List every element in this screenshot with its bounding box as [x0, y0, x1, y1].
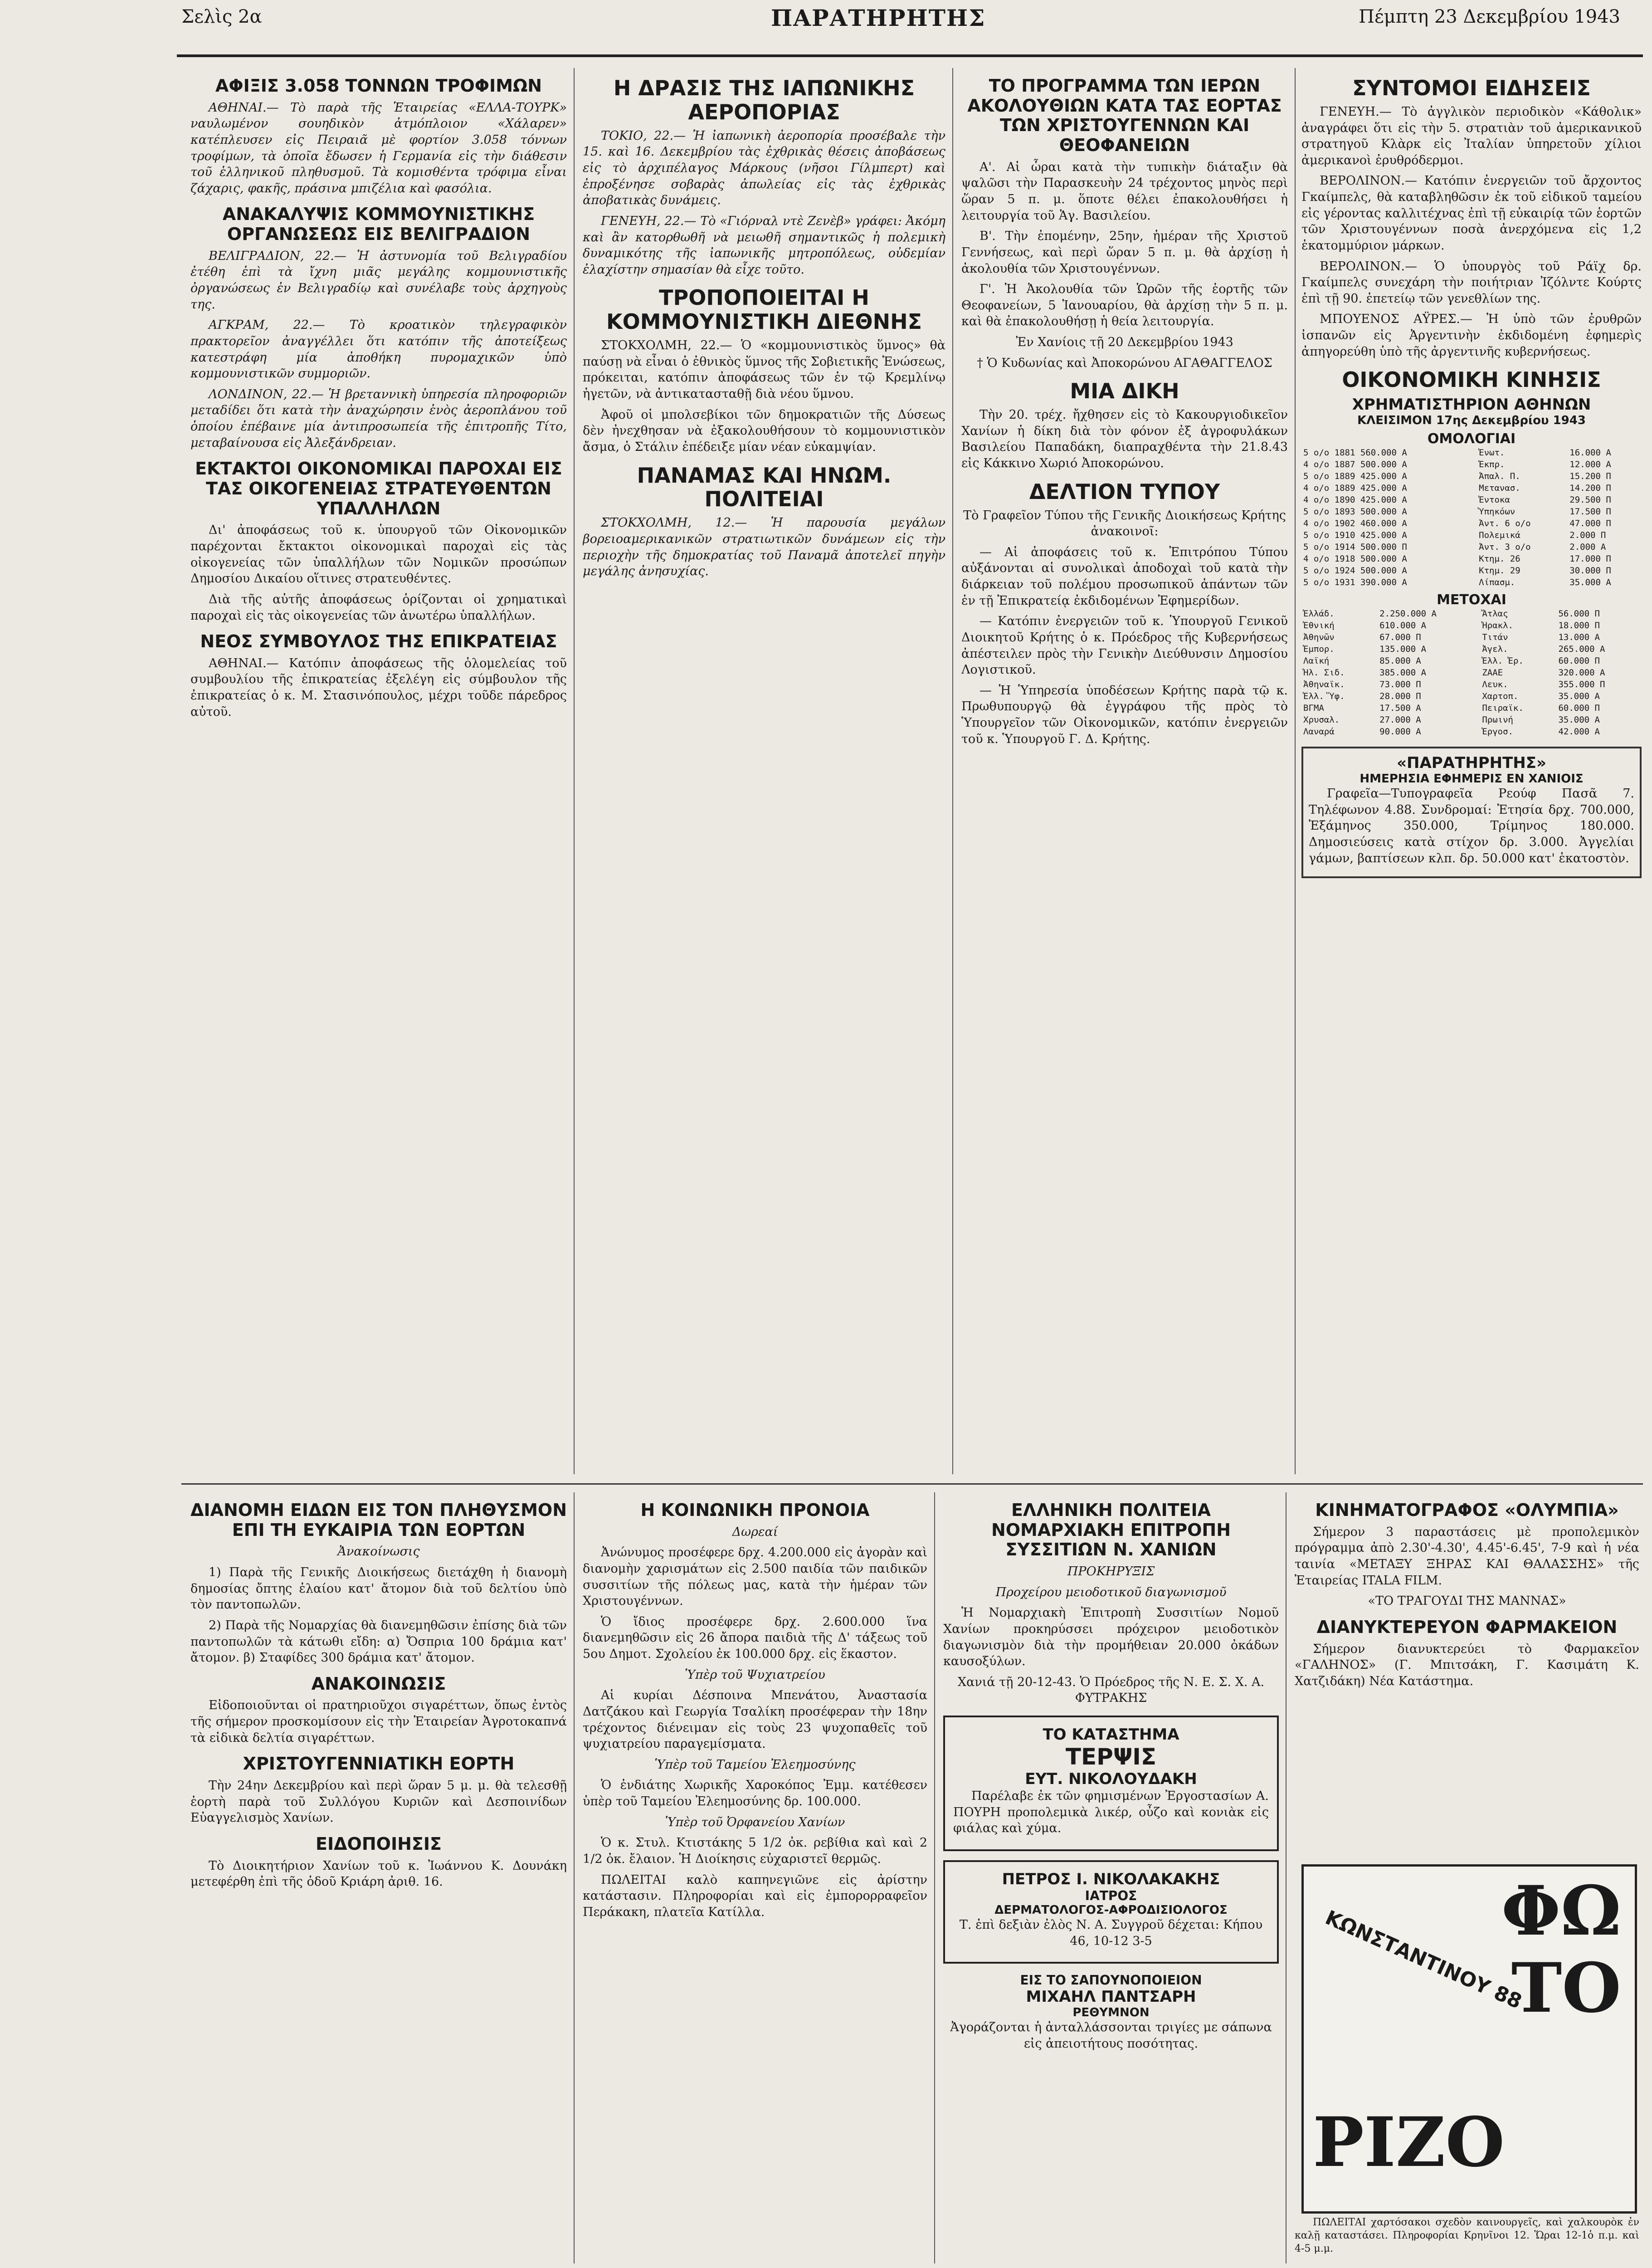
headline: ΜΙΑ ΔΙΚΗ	[1070, 379, 1179, 404]
column-1	[190, 68, 567, 1461]
article-text: ΓΕΝΕΥΗ.— Τὸ ἀγγλικὸν περιοδικὸν «Κάθολικ» ἀναγράφει ὅτι εἰς τὴν 5. στρατιὰν τοῦ ἀμερικανικοῦ στρατηγοῦ Κλὰρκ εἰς Ἰταλίαν ὑπηρετοῦν χίλιοι ἀμερικανοὶ ἐρυθρόδερμοι.	[1301, 104, 1642, 167]
column-divider	[574, 68, 575, 1474]
table-cell: ΖΑΑΕ	[1482, 668, 1503, 678]
article-text: ΒΕΛΙΓΡΑΔΙΟΝ, 22.— Ἡ ἀστυνομία τοῦ Βελιγραδίου ἐτέθη ἐπὶ τὰ ἴχνη μιᾶς μεγάλης κομμουνιστικῆς ὀργανώσεως ἐν Βελιγραδίῳ καὶ συνέλαβε τοὺς ἀρχηγοὺς της.	[190, 249, 567, 312]
bond-row	[1301, 470, 1642, 482]
bond-row	[1301, 577, 1642, 588]
article-text: Ἡ Νομαρχιακὴ Ἐπιτροπὴ Συσσιτίων Νομοῦ Χανίων προκηρύσσει πρόχειρον μειοδοτικὸν διαγωνισμὸν διὰ τὴν προμήθειαν 20.000 ὀκάδων καυσοξύλων.	[943, 1606, 1279, 1669]
table-cell: Χαρτοπ.	[1482, 691, 1519, 702]
headline: ΤΟ ΠΡΟΓΡΑΜΜΑ ΤΩΝ ΙΕΡΩΝ ΑΚΟΛΟΥΘΙΩΝ ΚΑΤΑ ΤΑΣ ΕΟΡΤΑΣ ΤΩΝ ΧΡΙΣΤΟΥΓΕΝΝΩΝ ΚΑΙ ΘΕΟΦΑΝΕΙΩΝ	[967, 76, 1282, 156]
table-cell: 12.000 Α	[1569, 459, 1611, 470]
article-text: Τὸ Διοικητήριον Χανίων τοῦ κ. Ἰωάννου Κ. Δουνάκη μετεφέρθη ἐπὶ τῆς ὁδοῦ Κριάρη ἀριθ. 16.	[190, 1858, 567, 1889]
headline: ΔΕΛΤΙΟΝ ΤΥΠΟΥ	[1029, 479, 1220, 504]
ad-doctor-address: Τ. ἐπὶ δεξιὰν ἐλὸς Ν. Α. Συγγροῦ δέχεται: Κήπου 46, 10-12 3-5	[959, 1917, 1263, 1948]
table-cell: 14.200 Π	[1569, 483, 1611, 494]
headline: ΔΙΑΝΥΚΤΕΡΕΥΟΝ ΦΑΡΜΑΚΕΙΟΝ	[1316, 1617, 1618, 1637]
ad-text: Ἀγοράζονται ἡ ἀνταλλάσσονται τριγίες με σάπωνα εἰς ἀπειοτήτους ποσότητας.	[950, 2020, 1272, 2051]
article-text: Σήμερον διανυκτερεύει τὸ Φαρμακεῖον «ΓΑΛΗΝΟΣ» (Γ. Μπιτσάκη, Γ. Κασιμάτη Κ. Χατζιδάκη) Νέα Κατάστημα.	[1295, 1642, 1639, 1688]
headline: ΑΦΙΞΙΣ 3.058 ΤΟΝΝΩΝ ΤΡΟΦΙΜΩΝ	[215, 76, 542, 96]
table-cell: 265.000 Α	[1558, 644, 1605, 655]
table-cell: Ἑλλ. Ἐρ.	[1482, 656, 1524, 666]
table-cell: Λαναρά	[1303, 727, 1335, 737]
column-divider	[574, 1492, 575, 2263]
bond-row	[1301, 447, 1642, 459]
table-cell: 29.500 Π	[1569, 495, 1611, 505]
photo-studio-advertisement	[1301, 1864, 1637, 2214]
ad-doctor-name: ΠΕΤΡΟΣ Ι. ΝΙΚΟΛΑΚΑΚΗΣ	[1002, 1870, 1220, 1888]
bottom-column-3	[943, 1492, 1279, 2263]
ad-letters: ΦΩ	[1501, 1871, 1621, 1951]
table-cell: 18.000 Π	[1558, 621, 1600, 631]
bonds-title: ΟΜΟΛΟΓΙΑΙ	[1427, 431, 1516, 447]
table-cell: Ἀγελ.	[1482, 644, 1508, 655]
stock-row	[1301, 714, 1642, 726]
table-cell: Ἐργοσ.	[1482, 727, 1513, 737]
table-cell: 67.000 Π	[1379, 632, 1421, 643]
bond-row	[1301, 541, 1642, 553]
table-cell: 60.000 Π	[1558, 703, 1600, 714]
bond-row	[1301, 553, 1642, 565]
table-cell: Λευκ.	[1482, 679, 1508, 690]
table-cell: 2.250.000 Α	[1379, 609, 1437, 619]
bottom-classified	[1295, 2216, 1639, 2268]
article-text: Β'. Τὴν ἐπομένην, 25ην, ἡμέραν τῆς Χριστοῦ Γεννήσεως, καὶ περὶ ὥραν 5 π. μ. θὰ ἀρχίσῃ ἡ ἀκολουθία τῶν Χριστουγέννων.	[961, 229, 1288, 276]
table-cell: 135.000 Α	[1379, 644, 1427, 655]
table-cell: 17.000 Π	[1569, 554, 1611, 564]
article-text: ΒΕΡΟΛΙΝΟΝ.— Κατόπιν ἐνεργειῶν τοῦ ἄρχοντος Γκαίμπελς, θὰ καταβληθῶσιν ἐκ τοῦ εἰδικοῦ ταμείου εἰς γέροντας καλλιτέχνας ἐπὶ τῇ εὐκαιρίᾳ τῶν ἑορτῶν τῶν Χριστουγέννων ποσὰ ἀνερχόμενα εἰς 1,2 ἑκατομμύριον μάρκων.	[1301, 174, 1642, 253]
bonds-table	[1301, 447, 1642, 588]
film-title: «ΤΟ ΤΡΑΓΟΥΔΙ ΤΗΣ ΜΑΝΝΑΣ»	[1368, 1594, 1566, 1608]
table-cell: Πρωινή	[1482, 715, 1513, 725]
table-cell: 13.000 Α	[1558, 632, 1600, 643]
headline: ΧΡΙΣΤΟΥΓΕΝΝΙΑΤΙΚΗ ΕΟΡΤΗ	[243, 1754, 515, 1774]
article-text: — Κατόπιν ἐνεργειῶν τοῦ κ. Ὑπουργοῦ Γενικοῦ Διοικητοῦ Κρήτης ὁ κ. Πρόεδρος τῆς Κυβερνήσεως ἀπέστειλεν πρὸς τὴν Γενικὴν Διεύθυνσιν Δημοσίου Λογιστικοῦ.	[961, 614, 1288, 677]
table-cell: Ἐθνική	[1303, 621, 1335, 631]
ad-doctor-role: ΙΑΤΡΟΣ	[1085, 1888, 1137, 1903]
table-cell: Ἑλλ. Ὕφ.	[1303, 691, 1345, 702]
table-cell: 42.000 Α	[1558, 727, 1600, 737]
stock-row	[1301, 726, 1642, 738]
doctor-advertisement	[943, 1860, 1279, 1964]
table-cell: Τιτάν	[1482, 632, 1508, 643]
stock-row	[1301, 631, 1642, 643]
article-text: Ὁ ἴδιος προσέφερε δρχ. 2.600.000 ἵνα διανεμηθῶσιν εἰς 26 ἄπορα παιδιὰ τῆς Δ' τάξεως τοῦ 5ου Δημοτ. Σχολείου ἐκ 100.000 δρχ. εἰς ἕκαστον.	[583, 1614, 927, 1662]
masthead-text: Γραφεῖα—Τυπογραφεῖα Ρεούφ Πασᾶ 7. Τηλέφωνον 4.88. Συνδρομαί: Ἐτησία δρχ. 700.000, Ἐξάμηνος 350.000, Τρίμηνος 180.000. Δημοσιεύσεις κατὰ στίχον δρ. 3.000. Ἀγγελίαι γάμων, βαπτίσεων κλπ. δρ. 50.000 κατ' ἑκατοστὸν.	[1309, 787, 1634, 865]
stock-row	[1301, 620, 1642, 631]
column-divider	[934, 1492, 935, 2263]
headline: ΠΑΝΑΜΑΣ ΚΑΙ ΗΝΩΜ. ΠΟΛΙΤΕΙΑΙ	[637, 463, 892, 512]
stock-row	[1301, 690, 1642, 702]
headline: ΑΝΑΚΑΛΥΨΙΣ ΚΟΜΜΟΥΝΙΣΤΙΚΗΣ ΟΡΓΑΝΩΣΕΩΣ ΕΙΣ ΒΕΛΙΓΡΑΔΙΟΝ	[222, 204, 535, 244]
table-cell: Ἐμπορ.	[1303, 644, 1335, 655]
column-divider	[1286, 1492, 1287, 2263]
headline: ΕΛΛΗΝΙΚΗ ΠΟΛΙΤΕΙΑ ΝΟΜΑΡΧΙΑΚΗ ΕΠΙΤΡΟΠΗ ΣΥΣΣΙΤΙΩΝ Ν. ΧΑΝΙΩΝ	[991, 1500, 1231, 1560]
subheading: Ὑπὲρ τοῦ Ταμείου Ἐλεημοσύνης	[654, 1757, 856, 1772]
bond-row	[1301, 518, 1642, 529]
table-cell: Χρυσαλ.	[1303, 715, 1340, 725]
table-cell: 30.000 Π	[1569, 566, 1611, 576]
table-cell: 60.000 Π	[1558, 656, 1600, 666]
table-cell: Ἀθηνῶν	[1303, 632, 1335, 643]
bond-row	[1301, 482, 1642, 494]
ad-text: Παρέλαβε ἐκ τῶν φημισμένων Ἐργοστασίων Α. ΠΟΥΡΗ προπολεμικὰ λικέρ, οὖζο καὶ κονιὰκ εἰς φιάλας καὶ χύμα.	[953, 1789, 1269, 1836]
table-cell: 47.000 Π	[1569, 518, 1611, 529]
table-cell: 5 ο/ο 1931 390.000 Α	[1303, 577, 1407, 588]
article-text: 1) Παρὰ τῆς Γενικῆς Διοικήσεως διετάχθη ἡ διανομὴ δημοσίας ὄπτης ἐλαίου κατ' ἄτομον διὰ τοῦ δελτίου ὑπὸ τὸν παντοπωλῶν.	[190, 1565, 567, 1612]
table-cell: 5 ο/ο 1914 500.000 Π	[1303, 542, 1407, 552]
subheading: Δωρεαί	[732, 1525, 778, 1539]
article-text: Ἐν Χανίοις τῇ 20 Δεκεμβρίου 1943	[1016, 335, 1233, 349]
table-cell: ΒΓΜΑ	[1303, 703, 1324, 714]
stock-row	[1301, 679, 1642, 690]
bond-row	[1301, 506, 1642, 518]
table-cell: Ἐκπρ.	[1479, 459, 1505, 470]
stock-row	[1301, 702, 1642, 714]
column-3	[961, 68, 1288, 1461]
article-text: Γ'. Ἡ Ἀκολουθία τῶν Ὡρῶν τῆς ἑορτῆς τῶν Θεοφανείων, 5 Ἰανουαρίου, θὰ ἀρχίσῃ τὴν 5 π. μ. καὶ θὰ ἐπακολουθήσῃ ἡ θεία λειτουργία.	[961, 282, 1288, 329]
table-cell: 90.000 Α	[1379, 727, 1421, 737]
article-text: Σήμερον 3 παραστάσεις μὲ προπολεμικὸν πρόγραμμα ἀπὸ 2.30'-4.30', 4.45'-6.45', 7-9 καὶ ἡ νέα ταινία «ΜΕΤΑΞΥ ΞΗΡΑΣ ΚΑΙ ΘΑΛΑΣΣΗΣ» τῆς Ἑταιρείας ITALA FILM.	[1295, 1525, 1639, 1588]
table-cell: Ἠλ. Σιδ.	[1303, 668, 1345, 678]
table-cell: Λίπασμ.	[1479, 577, 1516, 588]
article-text: ΑΘΗΝΑΙ.— Τὸ παρὰ τῆς Ἑταιρείας «ΕΛΛΑ-ΤΟΥΡΚ» ναυλωμένον σουηδικὸν ἀτμόπλοιον «Χάλαρεν» κατέπλευσεν εἰς Πειραιᾶ μὲ φορτίον 3.058 τόννων τροφίμων, τὰ ὁποῖα ἔδωσεν ἡ Γερμανία εἰς τὴν διάθεσιν τοῦ ἑλληνικοῦ πληθυσμοῦ. Τὰ κομισθέντα τρόφιμα εἶναι ζάχαρις, φακῆς, πράσινα μπιζέλια καὶ φασόλια.	[190, 100, 567, 196]
ad-title: ΤΟ ΚΑΤΑΣΤΗΜΑ	[1043, 1725, 1179, 1744]
subheading: Ὑπὲρ τοῦ Ὀρφανείου Χανίων	[665, 1815, 845, 1829]
table-cell: 5 ο/ο 1889 425.000 Α	[1303, 471, 1407, 482]
article-text: Ἀνώνυμος προσέφερε δρχ. 4.200.000 εἰς ἀγορὰν καὶ διανομὴν χαρισμάτων εἰς 2.500 παιδία τῶν παιδικῶν συσσιτίων τῆς πόλεως μας, κατὰ τὴν ἡμέραν τῶν Χριστουγέννων.	[583, 1545, 927, 1608]
subheading: Προχείρου μειοδοτικοῦ διαγωνισμοῦ	[995, 1585, 1227, 1599]
ad-city: ΡΕΘΥΜΝΟΝ	[1072, 2006, 1150, 2020]
article-text: ΑΘΗΝΑΙ.— Κατόπιν ἀποφάσεως τῆς ὁλομελείας τοῦ συμβουλίου τῆς ἐπικρατείας ἐξελέγη εἰς σύμβουλον τῆς ἐπικρατείας ὁ κ. Μ. Στασινόπουλος, μέχρι τοῦδε πάρεδρος αὐτοῦ.	[190, 656, 567, 719]
table-cell: Πειραϊκ.	[1482, 703, 1524, 714]
article-text: ΣΤΟΚΧΟΛΜΗ, 22.— Ὁ «κομμουνιστικὸς ὕμνος» θὰ παύσῃ νὰ εἶναι ὁ ἐθνικὸς ὕμνος τῆς Σοβιετικῆς Ἑνώσεως, πρόκειται, κατόπιν ἀποφάσεως τῶν ἐν τῷ Κρεμλίνῳ ἡγετῶν, νὰ ἀντικατασταθῇ διὰ νέου ὕμνου.	[583, 338, 945, 401]
column-4	[1301, 68, 1642, 1461]
article-text: Δι' ἀποφάσεως τοῦ κ. ὑπουργοῦ τῶν Οἰκονομικῶν παρέχονται ἔκτακτοι οἰκονομικαὶ παροχαὶ εἰς τὰς οἰκογενείας τῶν ὑπαλλήλων τῶν Νομικῶν προσώπων Δημοσίου Δικαίου οἵτινες στρατευθέντες.	[190, 523, 567, 586]
table-cell: 85.000 Α	[1379, 656, 1421, 666]
table-cell: 15.200 Π	[1569, 471, 1611, 482]
column-divider	[1295, 68, 1296, 1474]
table-cell: 320.000 Α	[1558, 668, 1605, 678]
shop-advertisement	[943, 1716, 1279, 1851]
headline: ΔΙΑΝΟΜΗ ΕΙΔΩΝ ΕΙΣ ΤΟΝ ΠΛΗΘΥΣΜΟΝ ΕΠΙ ΤΗ ΕΥΚΑΙΡΙΑ ΤΩΝ ΕΟΡΤΩΝ	[190, 1500, 567, 1540]
article-text: Τὴν 20. τρέχ. ἤχθησεν εἰς τὸ Κακουργιοδικεῖον Χανίων ἡ δίκη διὰ τὸν φόνον ἐξ ἀγροφυλάκων Βασιλείου Παπαδάκη, διαπραχθέντα τὴν 21.8.43 εἰς Κάκκινο Χωριό Ἀποκορώνου.	[961, 408, 1288, 471]
section-date: ΚΛΕΙΣΙΜΟΝ 17ης Δεκεμβρίου 1943	[1357, 414, 1586, 428]
table-cell: Ἀθηναϊκ.	[1303, 679, 1345, 690]
masthead-title: «ΠΑΡΑΤΗΡΗΤΗΣ»	[1397, 754, 1546, 772]
stock-row	[1301, 667, 1642, 679]
article-signature: † Ὁ Κυδωνίας καὶ Ἀποκορώνου ΑΓΑΘΑΓΓΕΛΟΣ	[977, 356, 1272, 370]
table-cell: Λαϊκή	[1303, 656, 1330, 666]
column-divider	[952, 68, 953, 1474]
table-cell: 610.000 Α	[1379, 621, 1427, 631]
subheading: Ἀνακοίνωσις	[337, 1545, 420, 1559]
stocks-title: ΜΕΤΟΧΑΙ	[1437, 592, 1506, 608]
header-rule	[177, 54, 1643, 57]
classified-ad: ΠΩΛΕΙΤΑΙ χαρτόσακοι σχεδὸν καινουργεῖς, καὶ χαλκουρὸκ ἐν καλῇ καταστάσει. Πληροφορίαι Κρηνῖνοι 12. Ὥραι 12-1ὁ π.μ. καὶ 4-5 μ.μ.	[1295, 2217, 1639, 2255]
article-text: Τὴν 24ην Δεκεμβρίου καὶ περὶ ὥραν 5 μ. μ. θὰ τελεσθῇ ἑορτὴ παρὰ τοῦ Συλλόγου Κυριῶν καὶ Δεσποινίδων Εὐαγγελισμὸς Χανίων.	[190, 1779, 567, 1825]
article-text: 2) Παρὰ τῆς Νομαρχίας θὰ διανεμηθῶσιν ἐπίσης διὰ τῶν παντοπωλῶν τὰ κάτωθι εἴδη: α) Ὄσπρια 100 δράμια κατ' ἄτομον. β) Σταφίδες 300 δράμια κατ' ἄτομον.	[190, 1618, 567, 1665]
article-text: ΛΟΝΔΙΝΟΝ, 22.— Ἡ βρεταννικὴ ὑπηρεσία πληροφοριῶν μεταδίδει ὅτι κατὰ τὴν ἀναχώρησιν ἑνὸς ἀεροπλάνου τοῦ ὁποίου ἐπέβαινε μία ἀντιπροσωπεία τῆς ἐπιτροπῆς Τίτο, μεταβαίνουσα εἰς Ἀλεξάνδρειαν.	[190, 387, 567, 450]
table-cell: 4 ο/ο 1889 425.000 Α	[1303, 483, 1407, 494]
classified-ad: ΠΩΛΕΙΤΑΙ καλὸ καπηνεγιῶνε εἰς ἀρίστην κατάστασιν. Πληροφορίαι καὶ εἰς ἐμπορορραφεῖον Περάκακη, πλατεῖα Κατίλλα.	[583, 1872, 927, 1919]
ad-name: ΡΙΖΟ	[1313, 2102, 1505, 2182]
ad-doctor-specialty: ΔΕΡΜΑΤΟΛΟΓΟΣ-ΑΦΡΟΔΙΣΙΟΛΟΓΟΣ	[994, 1903, 1228, 1917]
ad-title: ΕΙΣ ΤΟ ΣΑΠΟΥΝΟΠΟΙΕΙΟΝ	[1020, 1973, 1202, 1988]
table-cell: 2.000 Π	[1569, 530, 1606, 541]
table-cell: 5 ο/ο 1910 425.000 Α	[1303, 530, 1407, 541]
stock-row	[1301, 608, 1642, 620]
article-text: ΑΓΚΡΑΜ, 22.— Τὸ κροατικὸν τηλεγραφικὸν πρακτορεῖον ἀναγγέλλει ὅτι κατόπιν τῆς ἀποτείξεως κατεστράφη μία ἀποθήκη πυρομαχικῶν ὑπὸ κομμουνιστικῶν συμμοριῶν.	[190, 318, 567, 381]
table-cell: 56.000 Π	[1558, 609, 1600, 619]
column-2	[583, 68, 945, 1461]
article-signature: Χανιά τῇ 20-12-43. Ὁ Πρόεδρος τῆς Ν. Ε. Σ. Χ. Α. ΦΥΤΡΑΚΗΣ	[957, 1675, 1265, 1706]
article-text: Αἱ κυρίαι Δέσποινα Μπενάτου, Ἀναστασία Δατζάκου καὶ Γεωργία Τσαλίκη προσέφεραν τὴν 18ην τρέχοντος διένειμαν εἰς τοὺς 23 ψυχοπαθεῖς τοῦ ψυχιατρείου παραγεμίσματα.	[583, 1688, 927, 1751]
table-cell: 17.500 Π	[1569, 507, 1611, 517]
table-cell: 35.000 Α	[1558, 691, 1600, 702]
table-cell: 27.000 Α	[1379, 715, 1421, 725]
subheading: Ὑπὲρ τοῦ Ψυχιατρείου	[685, 1667, 825, 1682]
article-text: Ἀφοῦ οἱ μπολσεβίκοι τῶν δημοκρατιῶν τῆς Δύσεως δὲν ἠνεχθησαν νὰ ἐξακολουθήσουν τὸ κομμουνιστικὸν ἄσμα, ὁ Στάλιν ἐπέδειξε μίαν νέαν εὐκαμψίαν.	[583, 407, 945, 454]
table-cell: Πολεμικά	[1479, 530, 1520, 541]
table-cell: Ἄτλας	[1482, 609, 1508, 619]
table-cell: 4 ο/ο 1890 425.000 Α	[1303, 495, 1407, 505]
page-header	[0, 0, 1652, 59]
article-text: ΒΕΡΟΛΙΝΟΝ.— Ὁ ὑπουργὸς τοῦ Ράϊχ δρ. Γκαίμπελς συνεχάρη τὴν ποιήτριαν Ἰζόλντε Κούρτς ἐπὶ τῇ 90. ἐπετείῳ τῶν γενεθλίων της.	[1301, 259, 1642, 306]
table-cell: 35.000 Α	[1558, 715, 1600, 725]
article-text: Ὁ κ. Στυλ. Κτιστάκης 5 1/2 ὀκ. ρεβίθια καὶ καὶ 2 1/2 ὀκ. ἔλαιον. Ἡ Διοίκησις εὐχαριστεῖ θερμῶς.	[583, 1836, 927, 1866]
headline: ΝΕΟΣ ΣΥΜΒΟΥΛΟΣ ΤΗΣ ΕΠΙΚΡΑΤΕΙΑΣ	[200, 631, 557, 652]
article-text: Τὸ Γραφεῖον Τύπου τῆς Γενικῆς Διοικήσεως Κρήτης ἀνακοινοῖ:	[963, 508, 1286, 539]
ad-name: ΜΙΧΑΗΛ ΠΑΝΤΣΑΡΗ	[1026, 1988, 1196, 2006]
newspaper-title: ΠΑΡΑΤΗΡΗΤΗΣ	[771, 5, 986, 31]
table-cell: 5 ο/ο 1881 560.000 Α	[1303, 448, 1407, 458]
table-cell: 35.000 Α	[1569, 577, 1611, 588]
section-divider	[181, 1483, 1643, 1485]
table-cell: Μετανασ.	[1479, 483, 1520, 494]
table-cell: 28.000 Π	[1379, 691, 1421, 702]
article-text: ΣΤΟΚΧΟΛΜΗ, 12.— Ἡ παρουσία μεγάλων βορειοαμερικανικῶν στρατιωτικῶν δυνάμεων εἰς τὴν περιοχὴν τῆς δημοκρατίας τοῦ Παναμᾶ ἀποτελεῖ πηγὴν μεγάλης ἀνησυχίας.	[583, 516, 945, 579]
article-text: Ὁ ἐνδιάτης Χωρικῆς Χαροκόπος Ἐμμ. κατέθεσεν ὑπὲρ τοῦ Ταμείου Ἐλεημοσύνης δρ. 100.000.	[583, 1778, 927, 1809]
ad-letters: ΤΟ	[1511, 1948, 1621, 2028]
article-text: Εἰδοποιοῦνται οἱ πρατηριοῦχοι σιγαρέττων, ὅπως ἐντὸς τῆς σήμερον προσκομίσουν εἰς τὴν Ἑταιρείαν Ἀγροτοκαπνά τὰ εἰδικὰ δελτία σιγαρέττων.	[190, 1698, 567, 1745]
table-cell: 4 ο/ο 1918 500.000 Α	[1303, 554, 1407, 564]
bond-row	[1301, 494, 1642, 506]
table-cell: 2.000 Α	[1569, 542, 1606, 552]
headline: Η ΚΟΙΝΩΝΙΚΗ ΠΡΟΝΟΙΑ	[640, 1500, 870, 1520]
bond-row	[1301, 529, 1642, 541]
headline: ΤΡΟΠΟΠΟΙΕΙΤΑΙ Η ΚΟΜΜΟΥΝΙΣΤΙΚΗ ΔΙΕΘΝΗΣ	[606, 285, 922, 334]
ad-shop-name: ΤΕΡΨΙΣ	[1065, 1744, 1157, 1770]
stocks-table	[1301, 608, 1642, 738]
table-cell: 17.500 Α	[1379, 703, 1421, 714]
ad-address: ΚΩΝΣΤΑΝΤΙΝΟΥ 88	[1321, 1906, 1525, 2014]
headline: ΕΙΔΟΠΟΙΗΣΙΣ	[316, 1833, 442, 1854]
article-text: Διὰ τῆς αὐτῆς ἀποφάσεως ὁρίζονται οἱ χρηματικαὶ παροχαὶ εἰς τὰς οἰκογενείας τῶν ἀνωτέρω ὑπαλλήλων.	[190, 592, 567, 623]
headline: Η ΔΡΑΣΙΣ ΤΗΣ ΙΑΠΩΝΙΚΗΣ ΑΕΡΟΠΟΡΙΑΣ	[613, 76, 915, 124]
table-cell: Ἡρακλ.	[1482, 621, 1513, 631]
table-cell: Κτημ. 26	[1479, 554, 1520, 564]
table-cell: Ἀπαλ. Π.	[1479, 471, 1520, 482]
bond-row	[1301, 565, 1642, 577]
stock-row	[1301, 655, 1642, 667]
table-cell: Ἀντ. 3 ο/ο	[1479, 542, 1531, 552]
table-cell: 4 ο/ο 1887 500.000 Α	[1303, 459, 1407, 470]
bond-row	[1301, 459, 1642, 470]
table-cell: 355.000 Π	[1558, 679, 1605, 690]
article-text: — Αἱ ἀποφάσεις τοῦ κ. Ἐπιτρόπου Τύπου αὐξάνονται αἱ συνολικαὶ ἀποδοχαὶ τοῦ κατὰ τὴν διάρκειαν τοῦ πολέμου προσωπικοῦ ἁπάντων τῶν ἐν τῇ Ἐπικρατείᾳ ἐκδιδομένων Ἐφημερίδων.	[961, 545, 1288, 608]
headline: ΚΙΝΗΜΑΤΟΓΡΑΦΟΣ «ΟΛΥΜΠΙΑ»	[1315, 1500, 1619, 1520]
table-cell: Ἀντ. 6 ο/ο	[1479, 518, 1531, 529]
table-cell: 4 ο/ο 1902 460.000 Α	[1303, 518, 1407, 529]
table-cell: 16.000 Α	[1569, 448, 1611, 458]
masthead-subtitle: ΗΜΕΡΗΣΙΑ ΕΦΗΜΕΡΙΣ ΕΝ ΧΑΝΙΟΙΣ	[1360, 772, 1584, 786]
issue-date: Πέμπτη 23 Δεκεμβρίου 1943	[1359, 6, 1620, 27]
table-cell: Ἐντοκα	[1479, 495, 1510, 505]
table-cell: 5 ο/ο 1924 500.000 Α	[1303, 566, 1407, 576]
headline: ΟΙΚΟΝΟΜΙΚΗ ΚΙΝΗΣΙΣ	[1342, 367, 1601, 392]
masthead-box	[1301, 747, 1642, 878]
article-text: — Ἡ Ὑπηρεσία ὑποδέσεων Κρήτης παρὰ τῷ κ. Πρωθυπουργῷ θὰ ἐγγράφου τῆς πρὸς τὸ Ὑπουργεῖον τῶν Οἰκονομικῶν, κατόπιν ἐνεργειῶν τοῦ κ. Ὑπουργοῦ Γ. Δ. Κρήτης.	[961, 683, 1288, 746]
table-cell: 73.000 Π	[1379, 679, 1421, 690]
bottom-column-2	[583, 1492, 927, 2263]
section-subtitle: ΧΡΗΜΑΤΙΣΤΗΡΙΟΝ ΑΘΗΝΩΝ	[1352, 396, 1591, 414]
stock-row	[1301, 643, 1642, 655]
subheading: ΠΡΟΚΗΡΥΞΙΣ	[1067, 1564, 1155, 1579]
table-cell: Ἑνωτ.	[1479, 448, 1505, 458]
bottom-column-1	[190, 1492, 567, 2263]
table-cell: Ἐλλάδ.	[1303, 609, 1335, 619]
headline: ΣΥΝΤΟΜΟΙ ΕΙΔΗΣΕΙΣ	[1352, 76, 1591, 100]
ad-owner: ΕΥΤ. ΝΙΚΟΛΟΥΔΑΚΗ	[1025, 1770, 1197, 1789]
headline: ΕΚΤΑΚΤΟΙ ΟΙΚΟΝΟΜΙΚΑΙ ΠΑΡΟΧΑΙ ΕΙΣ ΤΑΣ ΟΙΚΟΓΕΝΕΙΑΣ ΣΤΡΑΤΕΥΘΕΝΤΩΝ ΥΠΑΛΛΗΛΩΝ	[195, 459, 562, 518]
article-text: Α'. Αἱ ὧραι κατὰ τὴν τυπικὴν διάταξιν θὰ ψαλῶσι τὴν Παρασκευὴν 24 τρέχοντος μηνὸς περὶ ὥραν 5 π. μ. ὅποτε θέλει ἐπακολουθήσει ἡ λειτουργία τοῦ Ἁγ. Βασιλείου.	[961, 160, 1288, 223]
table-cell: 5 ο/ο 1893 500.000 Α	[1303, 507, 1407, 517]
article-text: ΤΟΚΙΟ, 22.— Ἡ ἰαπωνικὴ ἀεροπορία προσέβαλε τὴν 15. καὶ 16. Δεκεμβρίου τὰς ἐχθρικὰς θέσεις ἀποβάσεως εἰς τὸ ἀρχιπέλαγος Μάρκους (νῆσοι Γίλμπερτ) καὶ ἐπροξένησε σοβαρὰς ἀπωλείας εἰς τὰς ἐχθρικὰς ἀποβατικὰς δυνάμεις.	[583, 128, 945, 208]
table-cell: 385.000 Α	[1379, 668, 1427, 678]
article-text: ΓΕΝΕΥΗ, 22.— Τὸ «Γιόρναλ ντὲ Ζενὲβ» γράφει: Ἀκόμη καὶ ἂν κατορθωθῆ νὰ μειωθῆ σημαντικῶς ἡ πολεμικὴ δυναμικότης τῆς ἰαπωνικῆς μητροπόλεως, οὐδεμίαν ἐλαχίστην σημασίαν θὰ εἶχε τοῦτο.	[583, 214, 945, 277]
table-cell: Κτημ. 29	[1479, 566, 1520, 576]
page-number: Σελὶς 2α	[181, 6, 262, 27]
table-cell: Ὑπηκόων	[1479, 507, 1516, 517]
headline: ΑΝΑΚΟΙΝΩΣΙΣ	[311, 1673, 446, 1694]
article-text: ΜΠΟΥΕΝΟΣ ΑΫΡΕΣ.— Ἡ ὑπὸ τῶν ἐρυθρῶν ἰσπανῶν εἰς Ἀργεντινὴν ἐκδιδομένη ἐφημερὶς ἀπηγορεύθη ὑπὸ τῆς ἀργεντινῆς κυβερνήσεως.	[1301, 312, 1642, 359]
